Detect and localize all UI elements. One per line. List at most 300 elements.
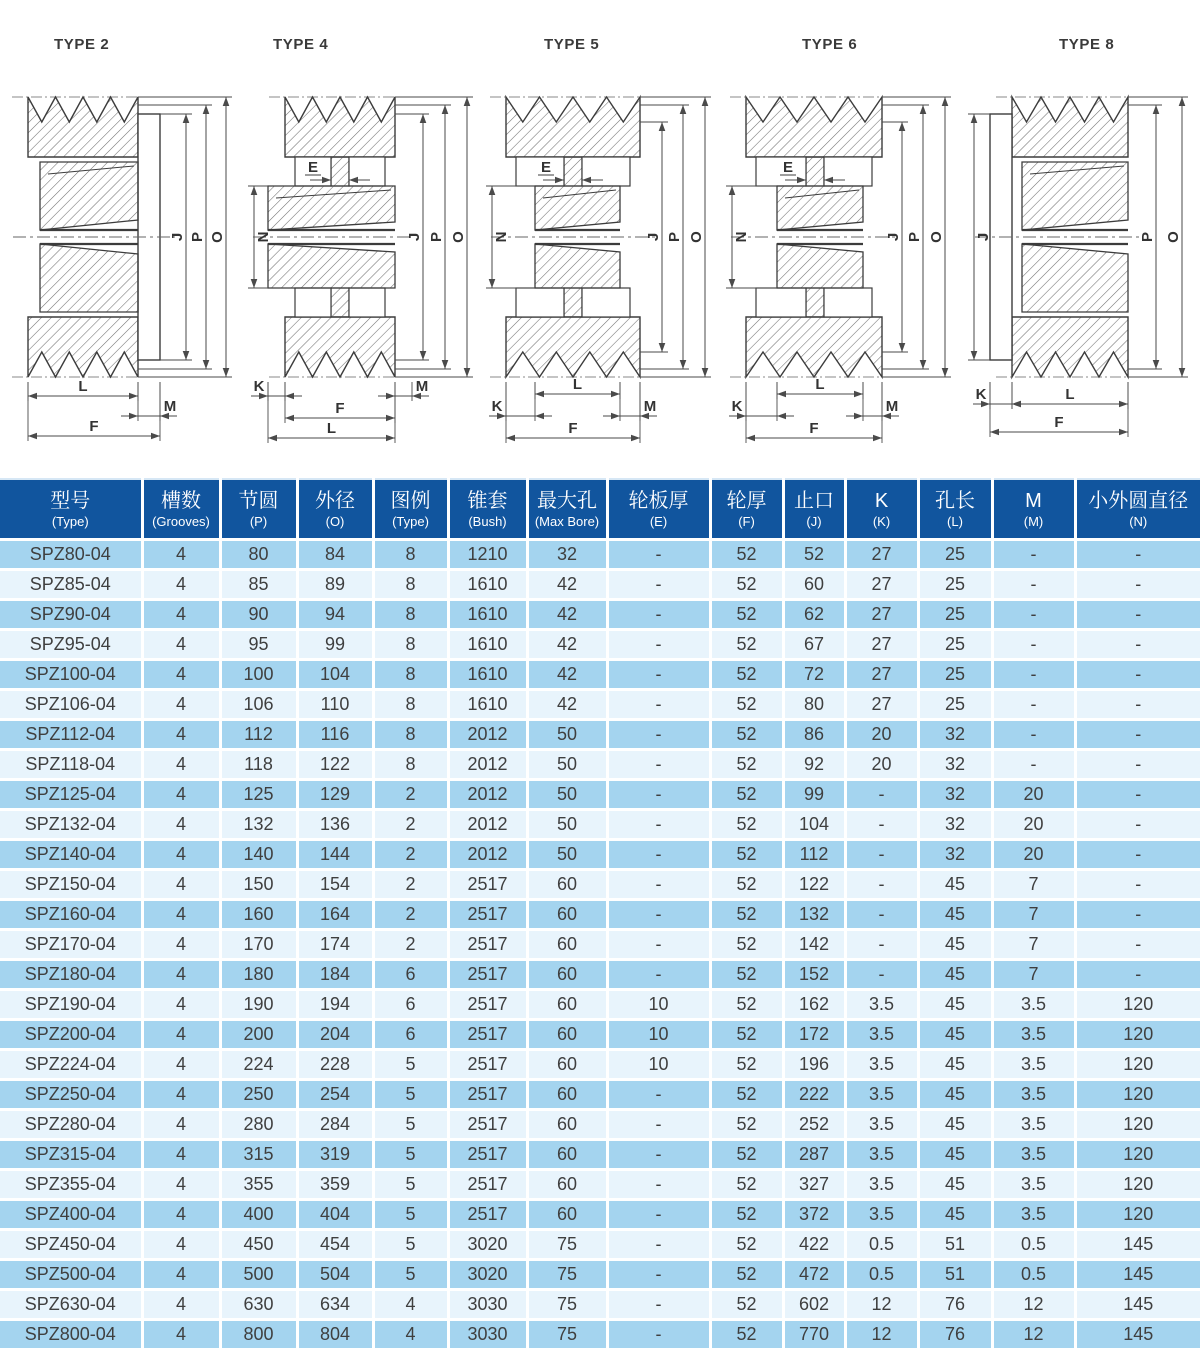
cell: 3.5 [992,1050,1075,1080]
cell: 1210 [448,540,527,570]
spec-table [0,478,1200,1351]
cell: 250 [220,1080,297,1110]
cell: - [845,810,918,840]
cell: 5 [373,1140,448,1170]
cell: 45 [918,960,992,990]
cell: 2517 [448,900,527,930]
column-header-zh: 小外圆直径 [1088,489,1189,512]
cell: 4 [142,1230,220,1260]
cell: - [607,870,710,900]
cell: SPZ170-04 [0,930,142,960]
cell: 4 [142,960,220,990]
pulley-diagram [0,22,240,452]
cell: SPZ85-04 [0,570,142,600]
cell: 770 [783,1320,845,1350]
cell: SPZ224-04 [0,1050,142,1080]
cell: 145 [1075,1290,1200,1320]
cell: 180 [220,960,297,990]
cell: 25 [918,540,992,570]
cell: 8 [373,630,448,660]
cell: 254 [297,1080,373,1110]
pulley-diagram-type-6 [720,22,960,452]
cell: 6 [373,1020,448,1050]
pulley-diagram [720,22,960,452]
cell: - [607,1290,710,1320]
dim-label-L: L [815,376,825,393]
cell: 25 [918,660,992,690]
cell: 27 [845,660,918,690]
cell: 122 [297,750,373,780]
cell: 52 [710,1170,783,1200]
cell: 10 [607,1020,710,1050]
cell: 42 [527,630,607,660]
dim-label-P: P [906,231,923,243]
cell: 45 [918,990,992,1020]
cell: 3.5 [992,990,1075,1020]
column-header-12 [992,479,1075,540]
cell: 152 [783,960,845,990]
cell: 4 [142,690,220,720]
cell: 75 [527,1320,607,1350]
cell: 12 [992,1290,1075,1320]
cell: 5 [373,1080,448,1110]
cell: 92 [783,750,845,780]
cell: 4 [142,900,220,930]
cell: 50 [527,840,607,870]
cell: 400 [220,1200,297,1230]
cell: 52 [710,630,783,660]
cell: 2517 [448,990,527,1020]
cell: 4 [373,1320,448,1350]
dim-label-F: F [1054,414,1064,431]
table-row [0,930,1200,960]
cell: 52 [710,1140,783,1170]
cell: 50 [527,750,607,780]
cell: 2517 [448,1050,527,1080]
dim-label-N: N [733,231,750,243]
pulley-drawings-section [0,0,1200,478]
cell: 76 [918,1290,992,1320]
cell: 95 [220,630,297,660]
cell: 52 [710,750,783,780]
cell: SPZ90-04 [0,600,142,630]
cell: 500 [220,1260,297,1290]
cell: - [1075,660,1200,690]
cell: 7 [992,870,1075,900]
table-row [0,1140,1200,1170]
dim-label-F: F [568,420,578,437]
cell: 52 [710,540,783,570]
drawing-type-5 [480,0,720,478]
cell: - [1075,570,1200,600]
dim-label-L: L [572,376,583,393]
cell: 60 [527,900,607,930]
table-row [0,1320,1200,1350]
cell: 120 [1075,990,1200,1020]
table-row [0,690,1200,720]
cell: 60 [527,1050,607,1080]
cell: SPZ118-04 [0,750,142,780]
cell: 45 [918,930,992,960]
column-header-4 [373,479,448,540]
cell: 112 [220,720,297,750]
column-header-10 [845,479,918,540]
cell: 120 [1075,1080,1200,1110]
cell: 172 [783,1020,845,1050]
cell: 372 [783,1200,845,1230]
cell: 3030 [448,1290,527,1320]
cell: 164 [297,900,373,930]
cell: - [1075,630,1200,660]
cell: 120 [1075,1140,1200,1170]
cell: 60 [783,570,845,600]
table-row [0,840,1200,870]
cell: 106 [220,690,297,720]
cell: 170 [220,930,297,960]
cell: 62 [783,600,845,630]
cell: SPZ200-04 [0,1020,142,1050]
cell: 634 [297,1290,373,1320]
cell: - [607,540,710,570]
drawing-title: TYPE 8 [1059,36,1115,53]
cell: 25 [918,570,992,600]
dim-label-P: P [1139,231,1156,243]
cell: - [845,870,918,900]
cell: 200 [220,1020,297,1050]
cell: - [845,900,918,930]
cell: 2517 [448,1080,527,1110]
cell: 2012 [448,780,527,810]
cell: - [845,960,918,990]
cell: 327 [783,1170,845,1200]
cell: 8 [373,540,448,570]
cell: - [607,1260,710,1290]
cell: 80 [220,540,297,570]
cell: 2012 [448,840,527,870]
cell: 52 [710,1290,783,1320]
drawing-type-2 [0,0,240,478]
cell: SPZ630-04 [0,1290,142,1320]
cell: 0.5 [845,1260,918,1290]
column-header-6 [527,479,607,540]
column-header-zh: 止口 [794,489,834,512]
cell: 80 [783,690,845,720]
cell: - [1075,750,1200,780]
column-header-zh: 型号 [50,489,91,512]
cell: 60 [527,960,607,990]
pulley-diagram-type-5 [480,22,720,452]
column-header-zh: 槽数 [161,489,201,512]
cell: 45 [918,900,992,930]
cell: - [992,570,1075,600]
cell: 42 [527,660,607,690]
column-header-en: (P) [249,513,268,529]
dim-label-J: J [406,232,423,242]
table-row [0,600,1200,630]
drawing-type-4 [240,0,480,478]
cell: 1610 [448,600,527,630]
cell: 1610 [448,570,527,600]
cell: 25 [918,600,992,630]
cell: 76 [918,1320,992,1350]
cell: 132 [220,810,297,840]
cell: - [845,840,918,870]
cell: 12 [845,1320,918,1350]
cell: 6 [373,990,448,1020]
cell: 60 [527,1020,607,1050]
cell: 60 [527,1200,607,1230]
cell: - [607,960,710,990]
cell: 3.5 [845,1170,918,1200]
cell: 52 [710,660,783,690]
column-header-en: (Type) [51,513,89,529]
cell: 140 [220,840,297,870]
cell: SPZ150-04 [0,870,142,900]
dim-label-L: L [326,420,337,437]
cell: 3030 [448,1320,527,1350]
cell: 150 [220,870,297,900]
cell: 27 [845,630,918,660]
cell: 3.5 [992,1170,1075,1200]
cell: SPZ132-04 [0,810,142,840]
cell: 125 [220,780,297,810]
dim-label-O: O [1165,231,1182,243]
cell: - [607,1140,710,1170]
cell: SPZ250-04 [0,1080,142,1110]
cell: 52 [710,1020,783,1050]
dim-label-E: E [540,159,552,176]
cell: 3.5 [992,1080,1075,1110]
cell: 8 [373,600,448,630]
cell: - [1075,900,1200,930]
column-header-zh: 孔长 [935,489,975,512]
cell: 2 [373,840,448,870]
cell: 3.5 [845,1200,918,1230]
cell: 2517 [448,1110,527,1140]
cell: - [607,900,710,930]
cell: 2 [373,900,448,930]
cell: SPZ800-04 [0,1320,142,1350]
cell: 3.5 [845,1020,918,1050]
cell: SPZ190-04 [0,990,142,1020]
column-header-en: (O) [325,513,345,529]
dim-label-O: O [209,231,226,243]
cell: 104 [297,660,373,690]
cell: - [845,930,918,960]
cell: 52 [710,810,783,840]
cell: 45 [918,1050,992,1080]
cell: 5 [373,1200,448,1230]
cell: 280 [220,1110,297,1140]
cell: 4 [142,720,220,750]
cell: 75 [527,1260,607,1290]
drawing-title: TYPE 2 [54,36,110,53]
dim-label-E: E [782,159,794,176]
cell: 196 [783,1050,845,1080]
column-header-en: (F) [738,513,755,529]
cell: SPZ315-04 [0,1140,142,1170]
cell: - [1075,810,1200,840]
table-row [0,720,1200,750]
cell: 132 [783,900,845,930]
cell: 20 [992,780,1075,810]
column-header-13 [1075,479,1200,540]
cell: 45 [918,1200,992,1230]
cell: 75 [527,1230,607,1260]
cell: 4 [142,930,220,960]
cell: 20 [992,810,1075,840]
cell: 52 [710,1260,783,1290]
cell: 50 [527,720,607,750]
column-header-zh: 最大孔 [537,489,597,512]
cell: 315 [220,1140,297,1170]
cell: 0.5 [992,1260,1075,1290]
cell: - [1075,840,1200,870]
column-header-zh: 图例 [390,489,431,512]
table-row [0,1290,1200,1320]
column-header-en: (M) [1023,513,1044,529]
cell: - [1075,690,1200,720]
cell: 2517 [448,930,527,960]
dim-label-N: N [493,231,510,243]
cell: 52 [710,720,783,750]
column-header-en: (Bush) [468,513,507,529]
cell: 7 [992,930,1075,960]
cell: 90 [220,600,297,630]
cell: 5 [373,1230,448,1260]
cell: 0.5 [845,1230,918,1260]
column-header-en: (Grooves) [152,513,210,529]
cell: - [607,1110,710,1140]
cell: 45 [918,1140,992,1170]
column-header-zh: M [1025,489,1042,512]
cell: 184 [297,960,373,990]
dim-label-N: N [255,231,272,243]
cell: 32 [918,840,992,870]
column-header-5 [448,479,527,540]
cell: 60 [527,1170,607,1200]
dim-label-M: M [885,398,899,415]
cell: 145 [1075,1230,1200,1260]
cell: 27 [845,600,918,630]
cell: 204 [297,1020,373,1050]
cell: 129 [297,780,373,810]
cell: - [1075,960,1200,990]
cell: 4 [142,540,220,570]
cell: 454 [297,1230,373,1260]
cell: - [992,660,1075,690]
cell: 45 [918,1020,992,1050]
cell: 120 [1075,1200,1200,1230]
cell: - [607,1200,710,1230]
table-row [0,570,1200,600]
cell: 252 [783,1110,845,1140]
column-header-zh: 轮厚 [726,489,767,512]
cell: 160 [220,900,297,930]
cell: SPZ100-04 [0,660,142,690]
cell: 52 [710,840,783,870]
cell: 4 [142,810,220,840]
cell: 5 [373,1050,448,1080]
cell: 52 [710,600,783,630]
cell: 20 [992,840,1075,870]
drawing-type-8 [960,0,1200,478]
cell: 86 [783,720,845,750]
cell: 52 [710,690,783,720]
cell: 45 [918,1110,992,1140]
table-row [0,960,1200,990]
dim-label-M: M [643,398,657,415]
cell: 3.5 [845,1110,918,1140]
cell: 404 [297,1200,373,1230]
cell: 75 [527,1290,607,1320]
cell: SPZ125-04 [0,780,142,810]
cell: 50 [527,780,607,810]
dim-label-P: P [189,231,206,243]
drawing-title: TYPE 5 [544,36,600,53]
cell: 52 [710,960,783,990]
cell: 3.5 [992,1110,1075,1140]
column-header-en: (K) [872,513,891,529]
cell: 1610 [448,690,527,720]
table-row [0,1170,1200,1200]
cell: 630 [220,1290,297,1320]
cell: 60 [527,930,607,960]
table-row [0,660,1200,690]
pulley-diagram-type-8 [960,22,1200,452]
table-row [0,1020,1200,1050]
table-row [0,1230,1200,1260]
cell: 800 [220,1320,297,1350]
cell: - [607,660,710,690]
cell: 4 [142,750,220,780]
cell: 142 [783,930,845,960]
cell: 32 [918,810,992,840]
cell: 10 [607,1050,710,1080]
column-header-zh: K [874,489,889,512]
cell: 7 [992,900,1075,930]
cell: SPZ450-04 [0,1230,142,1260]
cell: 5 [373,1170,448,1200]
cell: SPZ95-04 [0,630,142,660]
cell: 450 [220,1230,297,1260]
cell: 27 [845,690,918,720]
cell: 3.5 [845,990,918,1020]
column-header-zh: 节圆 [238,489,279,512]
cell: - [1075,540,1200,570]
cell: 25 [918,690,992,720]
cell: 145 [1075,1320,1200,1350]
cell: 2517 [448,960,527,990]
cell: 52 [710,1230,783,1260]
cell: - [1075,720,1200,750]
cell: 224 [220,1050,297,1080]
cell: 8 [373,690,448,720]
cell: - [607,780,710,810]
pulley-diagram-type-2 [0,22,240,452]
cell: 50 [527,810,607,840]
pulley-diagram-type-4 [240,22,480,452]
cell: 60 [527,1080,607,1110]
cell: 3.5 [845,1140,918,1170]
cell: 2517 [448,1020,527,1050]
cell: 3.5 [992,1140,1075,1170]
cell: 4 [142,1050,220,1080]
cell: 162 [783,990,845,1020]
cell: 4 [142,630,220,660]
cell: 89 [297,570,373,600]
column-header-9 [783,479,845,540]
